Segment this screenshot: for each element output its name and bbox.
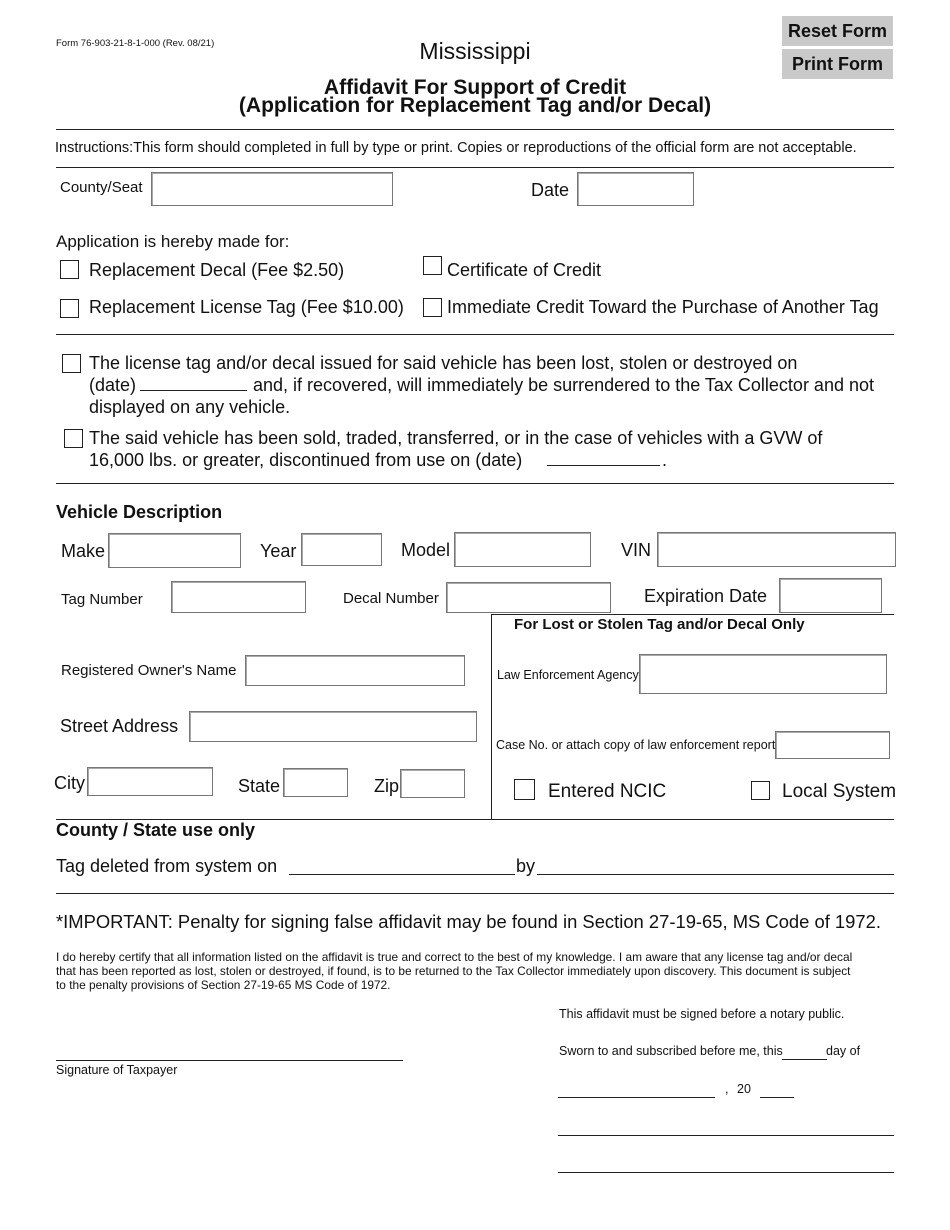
expiration-date-label: Expiration Date — [644, 586, 768, 606]
law-enforcement-input[interactable] — [639, 654, 887, 694]
date-label: Date — [531, 180, 570, 200]
model-input[interactable] — [454, 532, 591, 567]
decal-number-label: Decal Number — [343, 590, 439, 607]
expiration-date-input[interactable] — [779, 578, 882, 613]
zip-input[interactable] — [400, 769, 465, 798]
entered-ncic-label: Entered NCIC — [548, 781, 667, 802]
notary-commission-line[interactable] — [558, 1172, 894, 1173]
form-number: Form 76-903-21-8-1-000 (Rev. 08/21) — [56, 38, 215, 49]
certificate-of-credit-label: Certificate of Credit — [447, 260, 602, 280]
street-address-input[interactable] — [189, 711, 477, 742]
notary-note: This affidavit must be signed before a notary public. — [559, 1007, 845, 1021]
replacement-decal-checkbox[interactable] — [60, 260, 79, 279]
county-seat-label: County/Seat — [60, 179, 143, 196]
taxpayer-signature-label: Signature of Taxpayer — [56, 1063, 178, 1077]
law-enforcement-label: Law Enforcement Agency — [497, 668, 639, 682]
tag-number-label: Tag Number — [61, 591, 143, 608]
state-name: Mississippi — [419, 38, 531, 64]
lost-date-field[interactable] — [140, 390, 247, 391]
decal-number-input[interactable] — [446, 582, 611, 613]
tag-deleted-date-field[interactable] — [289, 874, 515, 875]
taxpayer-signature-line[interactable] — [56, 1060, 403, 1061]
replacement-tag-label: Replacement License Tag (Fee $10.00) — [89, 297, 404, 317]
entered-ncic-checkbox[interactable] — [514, 779, 535, 800]
notary-signature-line[interactable] — [558, 1135, 894, 1136]
replacement-decal-label: Replacement Decal (Fee $2.50) — [89, 260, 345, 280]
state-input[interactable] — [283, 768, 348, 797]
vin-label: VIN — [621, 540, 652, 560]
replacement-tag-checkbox[interactable] — [60, 299, 79, 318]
year-comma: , — [725, 1082, 729, 1096]
owner-name-input[interactable] — [245, 655, 465, 686]
sold-date-field[interactable] — [547, 465, 660, 466]
divider — [56, 483, 894, 484]
model-label: Model — [401, 540, 451, 560]
county-seat-input[interactable] — [151, 172, 393, 206]
lost-date-prefix: (date) — [89, 375, 137, 395]
owner-name-label: Registered Owner's Name — [61, 662, 237, 679]
city-input[interactable] — [87, 767, 213, 796]
immediate-credit-label: Immediate Credit Toward the Purchase of Another Tag — [447, 297, 879, 317]
form-subtitle: (Application for Replacement Tag and/or Decal) — [238, 94, 712, 117]
sworn-day-field[interactable] — [782, 1059, 827, 1060]
divider — [56, 129, 894, 130]
tag-number-input[interactable] — [171, 581, 306, 613]
street-address-label: Street Address — [60, 716, 179, 736]
lost-stolen-top-border — [491, 614, 894, 615]
sold-traded-checkbox[interactable] — [64, 429, 83, 448]
zip-label: Zip — [374, 776, 400, 796]
sworn-month-field[interactable] — [558, 1097, 715, 1098]
case-number-label: Case No. or attach copy of law enforcement report — [496, 738, 776, 752]
reset-form-button[interactable]: Reset Form — [782, 16, 893, 46]
important-notice: *IMPORTANT: Penalty for signing false affidavit may be found in Section 27-19-65, MS Code of 1972. — [56, 911, 881, 932]
instructions: Instructions:This form should completed in full by type or print. Copies or reproductions of the official form are not acceptable. — [55, 140, 857, 156]
city-label: City — [54, 773, 85, 793]
sworn-suffix: day of — [826, 1044, 861, 1058]
state-label: State — [238, 776, 281, 796]
vehicle-description-heading: Vehicle Description — [56, 502, 223, 522]
sold-statement-line2: 16,000 lbs. or greater, discontinued from use on (date) — [89, 450, 523, 470]
lost-statement-line3: displayed on any vehicle. — [89, 397, 291, 417]
certification-line2: that has been reported as lost, stolen or destroyed, if found, is to be returned to the Tax Collector immediately upon discovery. This document is subject — [56, 964, 851, 978]
certificate-of-credit-checkbox[interactable] — [423, 256, 442, 275]
divider — [56, 167, 894, 168]
lost-stolen-heading: For Lost or Stolen Tag and/or Decal Only — [514, 616, 805, 633]
year-prefix: 20 — [737, 1082, 751, 1096]
tag-deleted-label: Tag deleted from system on — [56, 856, 278, 876]
local-system-checkbox[interactable] — [751, 781, 770, 800]
lost-stolen-checkbox[interactable] — [62, 354, 81, 373]
year-label: Year — [260, 541, 297, 561]
lost-statement-line2: and, if recovered, will immediately be surrendered to the Tax Collector and not — [253, 375, 874, 395]
lost-stolen-left-border — [491, 614, 492, 819]
sold-statement-line1: The said vehicle has been sold, traded, transferred, or in the case of vehicles with a GVW of — [89, 428, 823, 448]
sworn-year-field[interactable] — [760, 1097, 794, 1098]
sold-period: . — [662, 450, 668, 470]
vin-input[interactable] — [657, 532, 896, 567]
divider — [56, 893, 894, 894]
application-heading: Application is hereby made for: — [56, 232, 290, 251]
divider — [56, 334, 894, 335]
make-input[interactable] — [108, 533, 241, 568]
print-form-button[interactable]: Print Form — [782, 49, 893, 79]
county-state-heading: County / State use only — [56, 820, 256, 840]
deleted-by-field[interactable] — [537, 874, 894, 875]
make-label: Make — [61, 541, 106, 561]
date-input[interactable] — [577, 172, 694, 206]
form-title: Affidavit For Support of Credit — [323, 76, 627, 99]
immediate-credit-checkbox[interactable] — [423, 298, 442, 317]
deleted-by-label: by — [516, 856, 536, 876]
case-number-input[interactable] — [775, 731, 890, 759]
certification-line3: to the penalty provisions of Section 27-19-65 MS Code of 1972. — [56, 978, 391, 992]
year-input[interactable] — [301, 533, 382, 566]
sworn-prefix: Sworn to and subscribed before me, this — [559, 1044, 783, 1058]
certification-line1: I do hereby certify that all information listed on the affidavit is true and correct to the best of my knowledge. I am aware that any license tag and/or decal — [56, 950, 853, 964]
lost-statement-line1: The license tag and/or decal issued for said vehicle has been lost, stolen or destroyed on — [89, 353, 798, 373]
local-system-label: Local System — [782, 781, 897, 802]
